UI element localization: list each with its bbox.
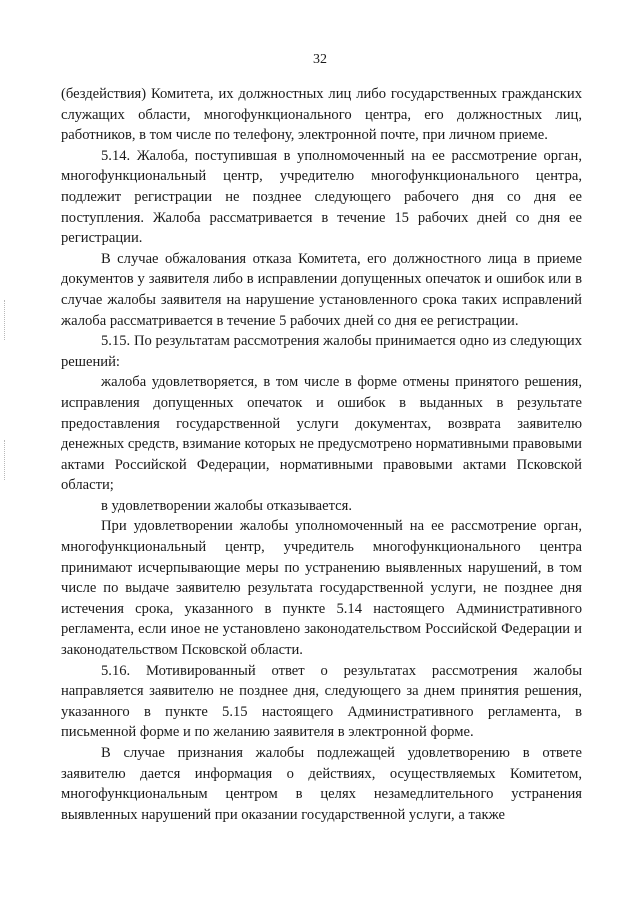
page-number: 32 xyxy=(313,52,327,67)
paragraph-5-14: 5.14. Жалоба, поступившая в уполномоченный на ее рассмотрение орган, многофункциональный центр, учредителю многофункционального центра, подлежит регистрации не позднее следующего рабочего дня со дня ее поступления. Жалоба рассматривается в течение 15 рабочих дней со дня ее регистрации. xyxy=(61,147,582,247)
paragraph-5-15: 5.15. По результатам рассмотрения жалобы принимается одно из следующих решений: xyxy=(61,333,582,370)
document-body xyxy=(61,84,582,825)
paragraph-decision-satisfy: жалоба удовлетворяется, в том числе в форме отмены принятого решения, исправления допущенных опечаток и ошибок в выданных в результате предоставления государственной услуги документах, возврата заявителю денежных средств, взимание которых не предусмотрено нормативными правовыми актами Российской Федерации, нормативными правовыми актами Псковской области; xyxy=(61,374,582,494)
paragraph-decision-refuse: в удовлетворении жалобы отказывается. xyxy=(101,497,353,514)
paragraph-continuation: (бездействия) Комитета, их должностных лиц либо государственных гражданских служащих области, многофункционального центра, его должностных лиц, работников, в том числе по телефону, электронной почте, при личном приеме. xyxy=(61,86,582,144)
scan-edge-mark xyxy=(4,440,6,480)
paragraph-refusal-appeal: В случае обжалования отказа Комитета, его должностного лица в приеме документов у заявителя либо в исправлении допущенных опечаток и ошибок или в случае жалобы заявителя на нарушение установленного срока таких исправлений жалоба рассматривается в течение 5 рабочих дней со дня ее регистрации. xyxy=(61,250,582,329)
paragraph-5-16: 5.16. Мотивированный ответ о результатах рассмотрения жалобы направляется заявителю не позднее дня, следующего за днем принятия решения, указанного в пункте 5.15 настоящего Административного регламента, в письменной форме и по желанию заявителя в электронной форме. xyxy=(61,662,582,741)
scan-edge-mark xyxy=(4,300,6,340)
paragraph-satisfaction-measures: При удовлетворении жалобы уполномоченный на ее рассмотрение орган, многофункциональный центр, учредитель многофункционального центра принимают исчерпывающие меры по устранению выявленных нарушений, в том числе по выдаче заявителю результата государственной услуги, не позднее дня истечения срока, указанного в пункте 5.14 настоящего Административного регламента, если иное не установлено законодательством Российской Федерации и законодательством Псковской области. xyxy=(61,518,582,659)
paragraph-response-info: В случае признания жалобы подлежащей удовлетворению в ответе заявителю дается информация о действиях, осуществляемых Комитетом, многофункциональным центром в целях незамедлительного устранения выявленных нарушений при оказании государственной услуги, а также xyxy=(61,745,582,823)
